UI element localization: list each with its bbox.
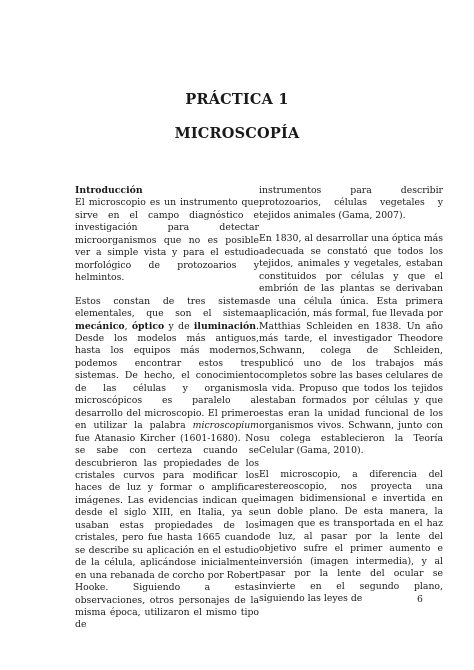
page-subtitle: MICROSCOPÍA [174, 125, 300, 142]
section-heading: Introducción [75, 185, 143, 196]
continuation-paragraph: instrumentos para describir protozoarios, células vegetales y tejidos animales (Gama, 2007). [259, 185, 443, 221]
bold-term-iluminacion: iluminación [193, 320, 257, 332]
page-title: PRÁCTICA 1 [185, 91, 289, 108]
bold-term-optico: óptico [131, 320, 165, 332]
text-run: fue Atanasio Kircher (1601-1680). No se sabe con certeza cuando se descubrieron las propiedades de los cristales curvos para modificar los haces de luz y formar o amplificar imágenes. Las evidencias indican que desde el siglo XIII, en Italia, ya se usaban estas propiedades de los cristales, pero fue hasta 1665 cuando se describe su aplicación en el estudio de la célula, aplicándose inicialmente en una rebanada de corcho por Robert Hooke. Siguiendo a estas observaciones, otros personajes de la misma época, utilizaron el mismo tipo de [75, 432, 259, 631]
page-number: 6 [417, 594, 423, 605]
text-run: Estos constan de tres sistemas elementales, que son el sistema [75, 295, 259, 320]
bold-term-mecanico: mecánico [75, 320, 125, 332]
italic-term: microscopium [192, 420, 259, 432]
intro-paragraph [75, 185, 259, 285]
microscope-paragraph: El microscopio, a diferencia del estereoscopio, nos proyecta una imagen bidimensional e invertida en un doble plano. De esta manera, la imagen que es transportada en el haz de luz, al pasar por la lente del objetivo sufre el primer aumento e inversión (imagen intermedia), y al pasar por la lente del ocular se invierte en el segundo plano, siguiendo las leyes de [259, 468, 443, 605]
left-column [75, 185, 259, 643]
right-column [259, 185, 443, 617]
text-run: , [124, 320, 132, 332]
systems-paragraph [75, 296, 259, 632]
text-run: . Desde los modelos más antiguos, hasta los equipos más modernos, podemos encontrar estos tres sistemas. De hecho, el conocimiento de las células y organismos microscópicos es paralelo al desarrollo del microscopio. El primero en utilizar la palabra [75, 320, 259, 432]
history-paragraph: En 1830, al desarrollar una óptica más adecuada se constató que todos los tejidos, animales y vegetales, estaban constituidos por células y que el embrión de las plantas se derivaban de una célula única. Esta primera aplicación, más formal, fue llevada por Matthias Schleiden en 1838. Un año más tarde, el investigador Theodore Schwann, colega de Schleiden, publicó uno de los trabajos más completos sobre las bases celulares de la vida. Propuso que todos los tejidos estaban formados por células y que estas eran la unidad funcional de los organismos vivos. Schwann, junto con su colega establecieron la Teoría Celular (Gama, 2010). [259, 233, 443, 457]
intro-text: El microscopio es un instrumento que sirve en el campo diagnóstico e investigación para detectar microorganismos que no es posible ver a simple vista y para el estudio morfológico de protozoarios y helmintos. [75, 197, 259, 284]
text-run: y de [164, 320, 194, 332]
